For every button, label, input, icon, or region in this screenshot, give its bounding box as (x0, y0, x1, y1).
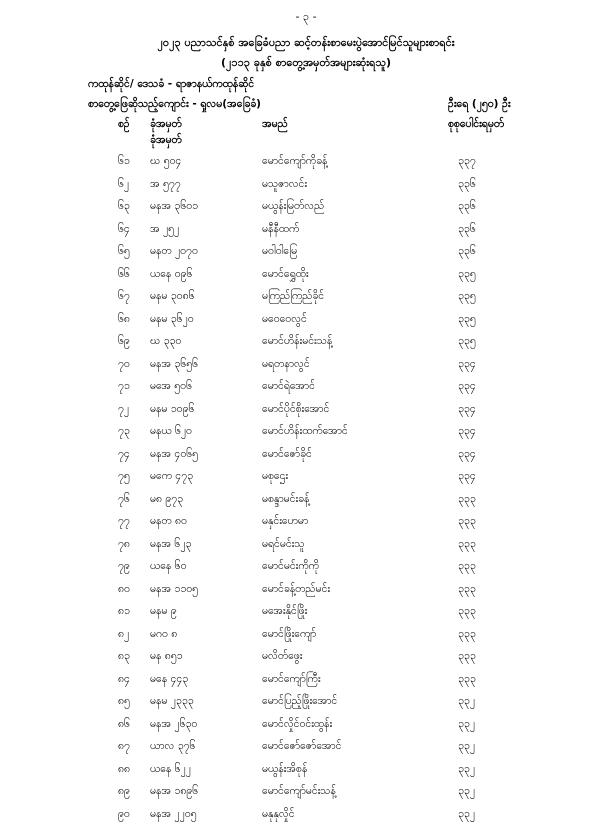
roll-number: အ ၂၅၂ (150, 223, 179, 238)
total-marks: ၃၃၃ (458, 560, 476, 575)
row-number: ၇၉ (118, 560, 130, 575)
row-number: ၇၁ (118, 380, 130, 395)
table-row (0, 467, 612, 490)
student-name: မောင်ပိုင်စိုးအောင် (262, 403, 329, 418)
roll-number: မအေ ၅၀၆ (150, 380, 192, 395)
roll-number: ယာလ ၃၇၆ (150, 740, 195, 755)
table-row (0, 197, 612, 220)
student-name: မောင်ဟိန်းထက်အောင် (262, 425, 348, 440)
student-name: မစန္ဒာမင်းခန့် (262, 493, 309, 508)
column-header-marks: စုစုပေါင်းရမှတ် (448, 118, 504, 133)
roll-number: အ ၅၇၇ (150, 178, 181, 193)
roll-number: မနအ ၂၆၃၀ (150, 718, 197, 733)
total-marks: ၃၃၃ (458, 493, 476, 508)
roll-number: မနမ ၁၀၉၆ (150, 403, 194, 418)
row-number: ၆၁ (118, 155, 130, 170)
table-row (0, 760, 612, 783)
row-number: ၇၆ (118, 493, 130, 508)
total-marks: ၃၃၅ (458, 313, 476, 328)
row-number: ၈၂ (118, 628, 129, 643)
row-number: ၈၄ (118, 673, 130, 688)
row-number: ၈၉ (118, 785, 130, 800)
table-row (0, 175, 612, 198)
table-row (0, 242, 612, 265)
page-number: - ၃ - (0, 10, 612, 26)
table-row (0, 422, 612, 445)
table-row (0, 557, 612, 580)
roll-number: မန ၈၅၁ (150, 650, 183, 665)
student-name: မရင်မင်းသူ (262, 538, 305, 553)
table-row (0, 445, 612, 468)
table-row (0, 265, 612, 288)
student-name: မောင်မင်းကိုကို (262, 560, 319, 575)
table-row (0, 377, 612, 400)
student-name: မနှင်းဟေမာ (262, 515, 308, 530)
table-row (0, 602, 612, 625)
total-marks: ၃၃၄ (458, 470, 476, 485)
student-name: မောင်ကျော်ကိုခန့် (262, 155, 327, 170)
roll-number: မဂဝ ၈ (150, 628, 177, 643)
table-row (0, 355, 612, 378)
roll-number: မနအ ၆၂၃ (150, 538, 191, 553)
student-name: မသူဇာလင်း (262, 178, 307, 193)
student-name: မဝေဝေလွင် (262, 313, 307, 328)
row-number: ၆၅ (118, 245, 130, 260)
student-name: မောင်ရွှေထိုး (262, 268, 309, 283)
total-marks: ၃၃၃ (458, 515, 476, 530)
roll-number: မနအ ၁၈၉၆ (150, 785, 198, 800)
total-marks: ၃၃၇ (458, 155, 476, 170)
student-name: မယွန်းမြတ်လည် (262, 200, 324, 215)
table-row (0, 287, 612, 310)
document-subtitle: (၂၁၁၃ ခုနှစ် စာတွေ့အမှတ်အများဆုံးရသူ) (0, 56, 612, 72)
row-number: ၈၈ (118, 763, 130, 778)
total-marks: ၃၃၄ (458, 425, 476, 440)
total-marks: ၃၃၃ (458, 538, 476, 553)
student-name: မစုဌေး (262, 470, 288, 485)
column-header-name: အမည် (262, 118, 288, 133)
roll-number: မနမ ၃၆၂၀ (150, 313, 194, 328)
table-row (0, 220, 612, 243)
table-row (0, 737, 612, 760)
results-table (0, 152, 612, 827)
roll-number: မနအ ၄၀၆၅ (150, 448, 198, 463)
student-name: မောင်ကျော်မင်းသန့် (262, 785, 336, 800)
total-marks: ၃၃၂ (458, 740, 475, 755)
table-row (0, 625, 612, 648)
roll-number: မနယ ၆၂၀ (150, 425, 192, 440)
roll-number: ဃ ၃၃၀ (150, 335, 181, 350)
student-name: မောင်ကျော်ကြီး (262, 673, 321, 688)
table-row (0, 490, 612, 513)
table-row (0, 332, 612, 355)
roll-number: ယနေ ၆၀ (150, 560, 186, 575)
roll-number: မနတ ၈၀ (150, 515, 187, 530)
row-number: ၈၃ (118, 650, 130, 665)
row-number: ၇၇ (118, 515, 130, 530)
student-name: မောင်လှိုင်ဝင်းထွန်း (262, 718, 332, 733)
row-number: ၇၅ (118, 470, 130, 485)
student-name: မောင်ဇော်ခိုင် (262, 448, 312, 463)
row-number: ၆၂ (118, 178, 129, 193)
roll-number: မကေ ၄၇၃ (150, 470, 193, 485)
total-marks: ၃၃၅ (458, 268, 476, 283)
total-marks: ၃၃၃ (458, 628, 476, 643)
table-row (0, 782, 612, 805)
total-marks: ၃၃၅ (458, 290, 476, 305)
row-number: ၇၈ (118, 538, 130, 553)
table-row (0, 400, 612, 423)
document-title: ၂၀၂၃ ပညာသင်နှစ် အခြေခံပညာ ဆင့်တန်းစာမေးပွဲအောင်မြင်သူများစာရင်း (0, 36, 612, 52)
row-number: ၉၀ (118, 808, 130, 823)
column-header-roll-sub: ခုံအမှတ် (150, 134, 182, 149)
student-name: မောင်ပြည့်ဖြိုးအောင် (262, 695, 337, 710)
roll-number: မနမ ၉ (150, 605, 177, 620)
table-row (0, 310, 612, 333)
total-marks: ၃၃၆ (458, 200, 476, 215)
region-label: ကထုန်ဆိုင်/ ဒေသခံ - ရာဇာနယ်ကထုန်ဆိုင် (88, 78, 254, 93)
row-number: ၆၄ (118, 223, 130, 238)
student-name: မောင်ရဲအောင် (262, 380, 315, 395)
row-number: ၆၆ (118, 268, 130, 283)
row-number: ၈၅ (118, 695, 130, 710)
total-marks: ၃၃၂ (458, 695, 475, 710)
total-marks: ၃၃၃ (458, 650, 476, 665)
student-name: မယွန်းအိစုန် (262, 763, 307, 778)
total-marks: ၃၃၃ (458, 605, 476, 620)
roll-number: မနအ ၁၁၀၅ (150, 583, 198, 598)
roll-number: ယနေ ၀၉၆ (150, 268, 192, 283)
table-row (0, 152, 612, 175)
student-name: မောင်ခန့်တည်မင်း (262, 583, 330, 598)
total-marks: ၃၃၂ (458, 763, 475, 778)
roll-number: မနအ ၃၆၅၆ (150, 358, 198, 373)
table-row (0, 805, 612, 827)
total-marks: ၃၃၄ (458, 380, 476, 395)
roll-number: ယနေ ၆၂၂ (150, 763, 191, 778)
total-marks: ၃၃၄ (458, 448, 476, 463)
row-number: ၈၀ (118, 583, 130, 598)
total-marks: ၃၃၃ (458, 583, 476, 598)
student-name: မောင်ဇော်ဇော်အောင် (262, 740, 341, 755)
total-marks: ၃၃၂ (458, 808, 475, 823)
row-number: ၇၀ (118, 358, 130, 373)
roll-number: မ၈ ၉၇၃ (150, 493, 183, 508)
table-row (0, 670, 612, 693)
student-name: မအေးနိုင်ဖြိုး (262, 605, 307, 620)
roll-number: မနမ ၂၃၃၃ (150, 695, 194, 710)
row-number: ၆၉ (118, 335, 130, 350)
table-row (0, 580, 612, 603)
row-number: ၆၃ (118, 200, 130, 215)
student-name: မလိတ်ဖွေး (262, 650, 302, 665)
roll-number: မနတ ၂၀၇၀ (150, 245, 198, 260)
total-marks: ၃၃၄ (458, 358, 476, 373)
student-name: မဝါဝါမြေ (262, 245, 297, 260)
student-name: မောင်ဖြိုးကျော် (262, 628, 316, 643)
row-number: ၇၄ (118, 448, 130, 463)
row-number: ၈၆ (118, 718, 130, 733)
total-marks: ၃၃၂ (458, 785, 475, 800)
student-name: မောင်ဟိန်းမင်းသန့် (262, 335, 332, 350)
row-number: ၇၃ (118, 425, 130, 440)
row-number: ၆၇ (118, 290, 130, 305)
total-marks: ၃၃၆ (458, 223, 476, 238)
student-name: မနီနီထက် (262, 223, 299, 238)
roll-number: မနေ ၄၄၃ (150, 673, 188, 688)
table-row (0, 692, 612, 715)
table-row (0, 647, 612, 670)
row-number: ၆၈ (118, 313, 130, 328)
total-marks: ၃၃၄ (458, 403, 476, 418)
school-label: စာတွေ့ဖြေဆိုသည့်ကျောင်း - ရှုလမ(အခြေခံ) (88, 98, 261, 113)
row-number: ၈၇ (118, 740, 130, 755)
total-marks: ၃၃၆ (458, 245, 476, 260)
column-header-roll: ခုံအမှတ် (150, 118, 182, 133)
row-number: ၈၁ (118, 605, 130, 620)
roll-number: မနအ ၂၂၀၅ (150, 808, 197, 823)
student-name: မနုနုလှိုင် (262, 808, 295, 823)
roll-number: မနမ ၃၀၈၆ (150, 290, 195, 305)
total-marks: ၃၃၂ (458, 718, 475, 733)
student-name: မရတနာလွင် (262, 358, 310, 373)
total-marks: ၃၃၃ (458, 673, 476, 688)
row-number: ၇၂ (118, 403, 129, 418)
roll-number: ဃ ၅၀၄ (150, 155, 181, 170)
total-marks: ၃၃၅ (458, 335, 476, 350)
total-count: ဦးရေ (၂၅၀) ဦး (448, 98, 511, 113)
table-row (0, 512, 612, 535)
roll-number: မနအ ၃၆၀၁ (150, 200, 198, 215)
student-name: မကြည်ကြည်ခိုင် (262, 290, 324, 305)
table-row (0, 535, 612, 558)
table-row (0, 715, 612, 738)
column-header-no: စဉ် (118, 118, 130, 133)
total-marks: ၃၃၆ (458, 178, 476, 193)
